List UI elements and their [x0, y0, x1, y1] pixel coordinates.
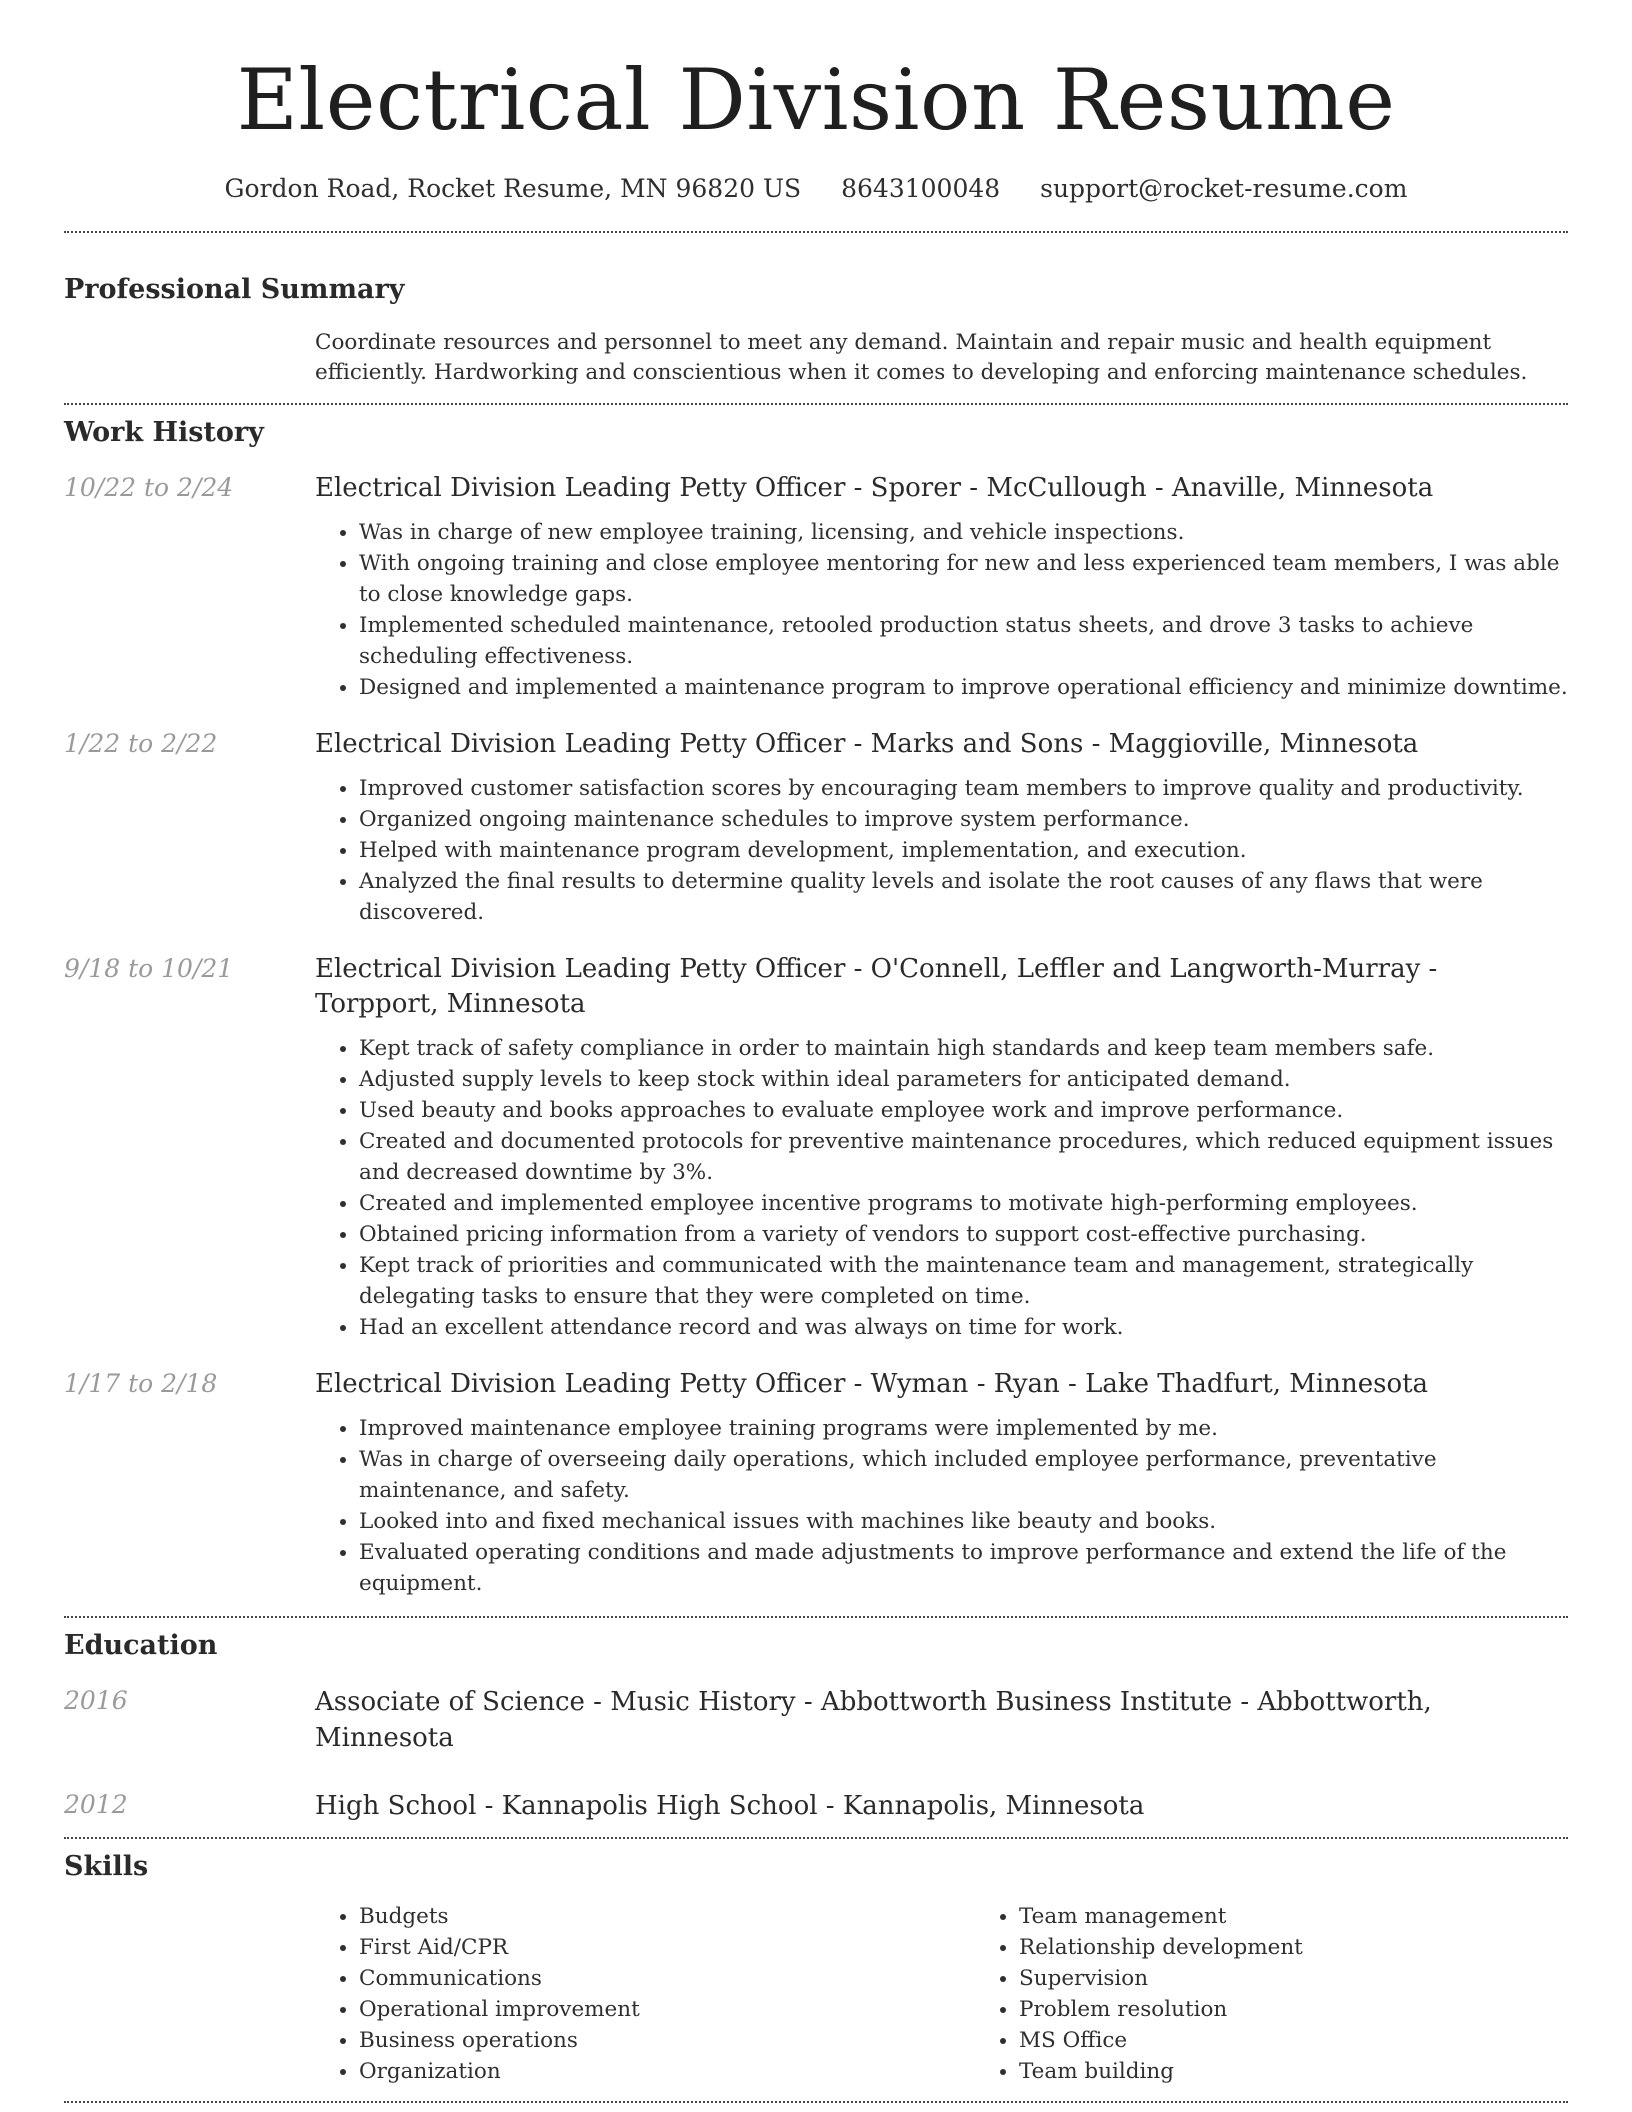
education-year: 2012	[64, 1790, 128, 1819]
education-section	[64, 1628, 1568, 1824]
job-bullet: • Created and implemented employee incentive programs to motivate high-performing employees.	[359, 1188, 1568, 1219]
resume-page	[64, 0, 1568, 2112]
section-title-summary: Professional Summary	[64, 274, 405, 305]
skill-item: • Problem resolution	[1019, 1994, 1632, 2025]
job-entry	[64, 1367, 1568, 1599]
job-bullet: • Kept track of priorities and communicated with the maintenance team and management, strategically delegating tasks to ensure that they were completed on time.	[359, 1250, 1568, 1312]
skill-item: • Team building	[1019, 2056, 1632, 2087]
skill-item: • MS Office	[1019, 2025, 1632, 2056]
job-bullets	[315, 773, 1568, 928]
job-dates: 1/22 to 2/22	[64, 729, 218, 758]
job-entry	[64, 471, 1568, 703]
work-section	[64, 415, 1568, 1599]
skill-item: • Operational improvement	[359, 1994, 975, 2025]
education-entry	[64, 1684, 1568, 1756]
job-bullet: • Analyzed the final results to determine quality levels and isolate the root causes of any flaws that were discovered.	[359, 866, 1568, 928]
divider	[64, 231, 1568, 233]
job-bullet: • Was in charge of new employee training, licensing, and vehicle inspections.	[359, 517, 1568, 548]
job-bullet: • Created and documented protocols for preventive maintenance procedures, which reduced equipment issues and decreased downtime by 3%.	[359, 1126, 1568, 1188]
summary-text: Coordinate resources and personnel to meet any demand. Maintain and repair music and health equipment efficiently. Hardworking and conscientious when it comes to developing and enforcing maintenance schedules.	[315, 330, 1528, 385]
section-title-work: Work History	[64, 417, 264, 448]
job-dates: 10/22 to 2/24	[64, 473, 234, 502]
education-text: High School - Kannapolis High School - Kannapolis, Minnesota	[315, 1791, 1145, 1821]
job-bullet: • With ongoing training and close employee mentoring for new and less experienced team members, I was able to close knowledge gaps.	[359, 548, 1568, 610]
summary-section	[64, 272, 1568, 388]
divider	[64, 1837, 1568, 1839]
job-bullet: • Designed and implemented a maintenance program to improve operational efficiency and minimize downtime.	[359, 672, 1568, 703]
job-bullet: • Obtained pricing information from a variety of vendors to support cost-effective purchasing.	[359, 1219, 1568, 1250]
education-text: Associate of Science - Music History - Abbottworth Business Institute - Abbottworth, Minnesota	[315, 1687, 1432, 1753]
divider	[64, 2101, 1568, 2103]
divider	[64, 403, 1568, 405]
education-year: 2016	[64, 1686, 128, 1715]
skill-item: • Communications	[359, 1963, 975, 1994]
job-bullet: • Evaluated operating conditions and made adjustments to improve performance and extend the life of the equipment.	[359, 1537, 1568, 1599]
contact-line	[64, 172, 1568, 206]
contact-email: support@rocket-resume.com	[1040, 174, 1408, 203]
skill-item: • Budgets	[359, 1901, 975, 1932]
skills-list-right	[975, 1901, 1632, 2087]
education-entry	[64, 1788, 1568, 1824]
job-bullet: • Helped with maintenance program development, implementation, and execution.	[359, 835, 1568, 866]
contact-address: Gordon Road, Rocket Resume, MN 96820 US	[224, 174, 802, 203]
job-bullets	[315, 1413, 1568, 1599]
skill-item: • Organization	[359, 2056, 975, 2087]
job-title: Electrical Division Leading Petty Officer - Sporer - McCullough - Anaville, Minnesota	[315, 473, 1434, 503]
job-title: Electrical Division Leading Petty Officer - Wyman - Ryan - Lake Thadfurt, Minnesota	[315, 1369, 1429, 1399]
job-dates: 1/17 to 2/18	[64, 1369, 218, 1398]
job-title: Electrical Division Leading Petty Officer - Marks and Sons - Maggioville, Minnesota	[315, 729, 1419, 759]
section-title-education: Education	[64, 1630, 218, 1661]
job-bullet: • Was in charge of overseeing daily operations, which included employee performance, preventative maintenance, and safety.	[359, 1444, 1568, 1506]
job-entry	[64, 952, 1568, 1343]
job-dates: 9/18 to 10/21	[64, 954, 234, 983]
job-bullet: • Improved maintenance employee training programs were implemented by me.	[359, 1413, 1568, 1444]
section-title-skills: Skills	[64, 1851, 149, 1882]
job-bullet: • Implemented scheduled maintenance, retooled production status sheets, and drove 3 tasks to achieve scheduling effectiveness.	[359, 610, 1568, 672]
job-entry	[64, 727, 1568, 928]
divider	[64, 1616, 1568, 1618]
resume-name: Electrical Division Resume	[236, 51, 1396, 149]
skill-item: • Supervision	[1019, 1963, 1632, 1994]
skills-list-left	[315, 1901, 975, 2087]
job-bullet: • Improved customer satisfaction scores by encouraging team members to improve quality and productivity.	[359, 773, 1568, 804]
job-bullets	[315, 1033, 1568, 1343]
job-bullet: • Kept track of safety compliance in order to maintain high standards and keep team members safe.	[359, 1033, 1568, 1064]
contact-phone: 8643100048	[841, 174, 1001, 203]
skills-section	[64, 1849, 1568, 2087]
skill-item: • Relationship development	[1019, 1932, 1632, 1963]
job-bullet: • Used beauty and books approaches to evaluate employee work and improve performance.	[359, 1095, 1568, 1126]
job-title: Electrical Division Leading Petty Officer - O'Connell, Leffler and Langworth-Murray - Torpport, Minnesota	[315, 954, 1438, 1019]
job-bullet: • Adjusted supply levels to keep stock within ideal parameters for anticipated demand.	[359, 1064, 1568, 1095]
job-bullet: • Looked into and fixed mechanical issues with machines like beauty and books.	[359, 1506, 1568, 1537]
job-bullet: • Had an excellent attendance record and was always on time for work.	[359, 1312, 1568, 1343]
skill-item: • Team management	[1019, 1901, 1632, 1932]
job-bullet: • Organized ongoing maintenance schedules to improve system performance.	[359, 804, 1568, 835]
skill-item: • First Aid/CPR	[359, 1932, 975, 1963]
job-bullets	[315, 517, 1568, 703]
skill-item: • Business operations	[359, 2025, 975, 2056]
